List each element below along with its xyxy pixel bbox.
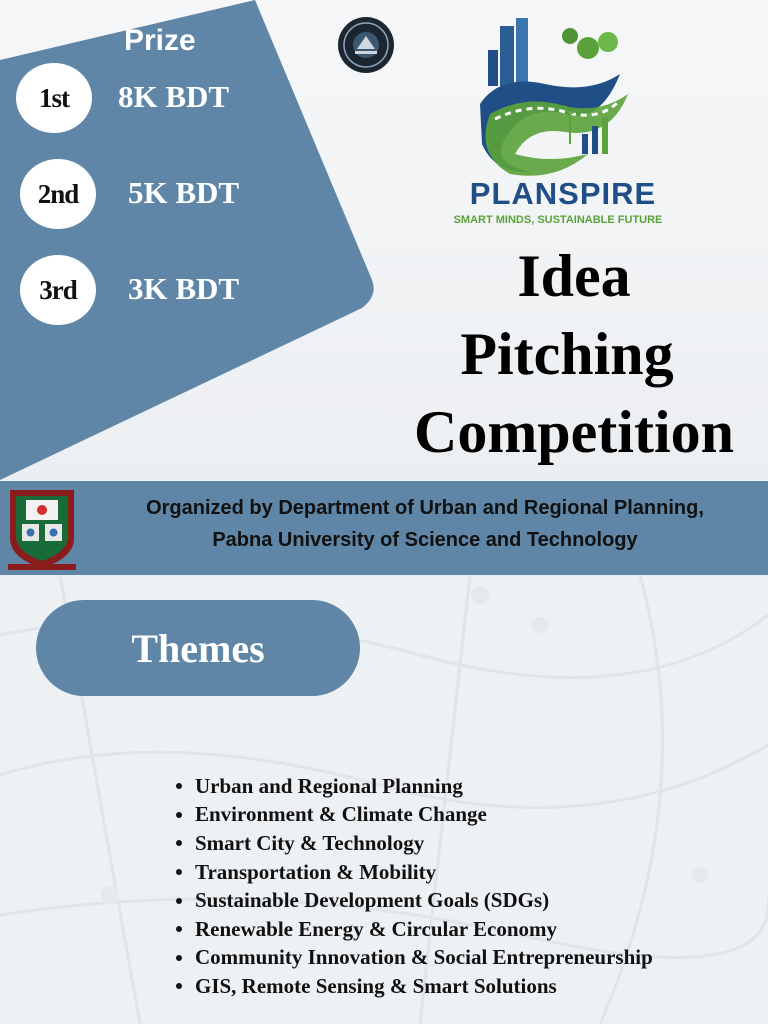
rank-second: 2nd — [20, 159, 96, 229]
title-line-3: Competition — [414, 399, 734, 465]
theme-text: Community Innovation & Social Entrepreneurship — [195, 945, 653, 970]
prize-amount-second: 5K BDT — [128, 175, 240, 210]
association-seal-icon — [337, 16, 395, 74]
bullet-icon — [176, 869, 182, 875]
list-item — [176, 944, 653, 973]
themes-pill — [36, 600, 360, 696]
city-road-logo-icon — [470, 14, 640, 184]
list-item — [176, 858, 653, 887]
bullet-icon — [176, 955, 182, 961]
title-line-1: Idea — [517, 243, 631, 309]
theme-text: Environment & Climate Change — [195, 802, 487, 827]
bullet-icon — [176, 783, 182, 789]
list-item — [176, 801, 653, 830]
theme-text: Renewable Energy & Circular Economy — [195, 916, 558, 941]
rank-third: 3rd — [20, 255, 96, 325]
theme-list — [176, 772, 653, 1001]
list-item — [176, 886, 653, 915]
brand-name: PLANSPIRE — [469, 176, 657, 211]
bullet-icon — [176, 898, 182, 904]
organizer-band — [0, 481, 768, 575]
bullet-icon — [176, 812, 182, 818]
rank-first: 1st — [16, 63, 92, 133]
prize-amount-first: 8K BDT — [118, 79, 230, 114]
university-shield-icon — [6, 486, 78, 572]
title-line-2: Pitching — [460, 321, 674, 387]
bullet-icon — [176, 983, 182, 989]
theme-text: Transportation & Mobility — [195, 859, 437, 884]
organizer-line-1: Organized by Department of Urban and Regional Planning, — [146, 497, 704, 519]
theme-text: Sustainable Development Goals (SDGs) — [195, 888, 550, 913]
list-item — [176, 829, 653, 858]
brand-tagline: SMART MINDS, SUSTAINABLE FUTURE — [453, 214, 663, 226]
list-item — [176, 772, 653, 801]
theme-text: Smart City & Technology — [195, 830, 425, 855]
theme-text: Urban and Regional Planning — [195, 773, 463, 798]
prize-amount-third: 3K BDT — [128, 271, 240, 306]
prize-heading: Prize — [124, 24, 196, 57]
bullet-icon — [176, 840, 182, 846]
themes-label: Themes — [131, 625, 265, 671]
list-item — [176, 972, 653, 1001]
bullet-icon — [176, 926, 182, 932]
theme-text: GIS, Remote Sensing & Smart Solutions — [195, 973, 557, 998]
organizer-line-2: Pabna University of Science and Technology — [212, 529, 638, 551]
list-item — [176, 915, 653, 944]
